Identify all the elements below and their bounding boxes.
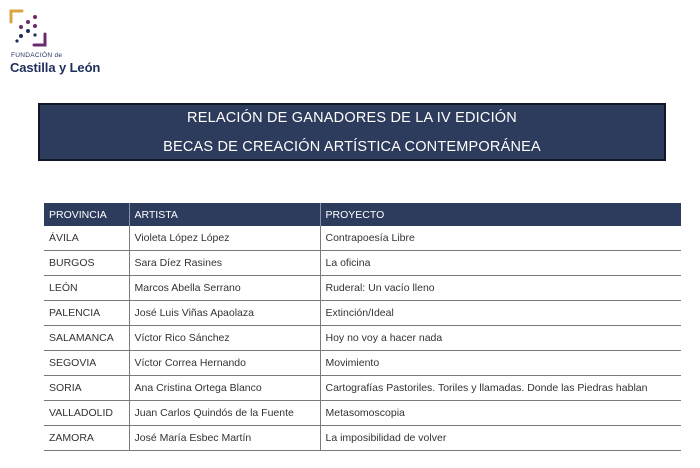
cell-proyecto: Ruderal: Un vacío lleno <box>320 276 681 301</box>
table-row <box>44 376 681 401</box>
header-artista: ARTISTA <box>129 203 320 226</box>
header-provincia: PROVINCIA <box>44 203 129 226</box>
cell-proyecto: Contrapoesía Libre <box>320 226 681 251</box>
cell-proyecto: Movimiento <box>320 351 681 376</box>
cell-proyecto: Hoy no voy a hacer nada <box>320 326 681 351</box>
banner-title-line-1: RELACIÓN DE GANADORES DE LA IV EDICIÓN <box>187 110 517 126</box>
title-banner <box>38 103 666 161</box>
cell-proyecto: La oficina <box>320 251 681 276</box>
cell-provincia: ÁVILA <box>44 226 129 251</box>
logo-name: Castilla y León <box>10 60 101 75</box>
cell-artista: Víctor Correa Hernando <box>129 351 320 376</box>
banner-title-line-2: BECAS DE CREACIÓN ARTÍSTICA CONTEMPORÁNEA <box>163 139 541 155</box>
table-row <box>44 401 681 426</box>
cell-provincia: LEÓN <box>44 276 129 301</box>
table-header-row <box>44 203 681 226</box>
cell-artista: Marcos Abella Serrano <box>129 276 320 301</box>
winners-table <box>44 203 681 451</box>
cell-proyecto: Metasomoscopia <box>320 401 681 426</box>
cell-artista: Víctor Rico Sánchez <box>129 326 320 351</box>
table-row <box>44 301 681 326</box>
table-row <box>44 276 681 301</box>
cell-provincia: VALLADOLID <box>44 401 129 426</box>
cell-artista: Sara Díez Rasines <box>129 251 320 276</box>
cell-provincia: SALAMANCA <box>44 326 129 351</box>
table-row <box>44 226 681 251</box>
header-proyecto: PROYECTO <box>320 203 681 226</box>
cell-artista: José María Esbec Martín <box>129 426 320 451</box>
cell-provincia: PALENCIA <box>44 301 129 326</box>
cell-proyecto: Cartografías Pastoriles. Toriles y llamadas. Donde las Piedras hablan <box>320 376 681 401</box>
logo <box>8 8 118 78</box>
cell-artista: José Luis Viñas Apaolaza <box>129 301 320 326</box>
cell-artista: Violeta López López <box>129 226 320 251</box>
cell-provincia: ZAMORA <box>44 426 129 451</box>
cell-proyecto: Extinción/Ideal <box>320 301 681 326</box>
cell-artista: Juan Carlos Quindós de la Fuente <box>129 401 320 426</box>
table-row <box>44 326 681 351</box>
cell-proyecto: La imposibilidad de volver <box>320 426 681 451</box>
table-row <box>44 251 681 276</box>
logo-mark-icon <box>8 8 48 48</box>
table-row <box>44 351 681 376</box>
logo-foundation-label: FUNDACIÓN de <box>11 52 63 59</box>
cell-provincia: SORIA <box>44 376 129 401</box>
table-row <box>44 426 681 451</box>
cell-provincia: SEGOVIA <box>44 351 129 376</box>
cell-provincia: BURGOS <box>44 251 129 276</box>
cell-artista: Ana Cristina Ortega Blanco <box>129 376 320 401</box>
